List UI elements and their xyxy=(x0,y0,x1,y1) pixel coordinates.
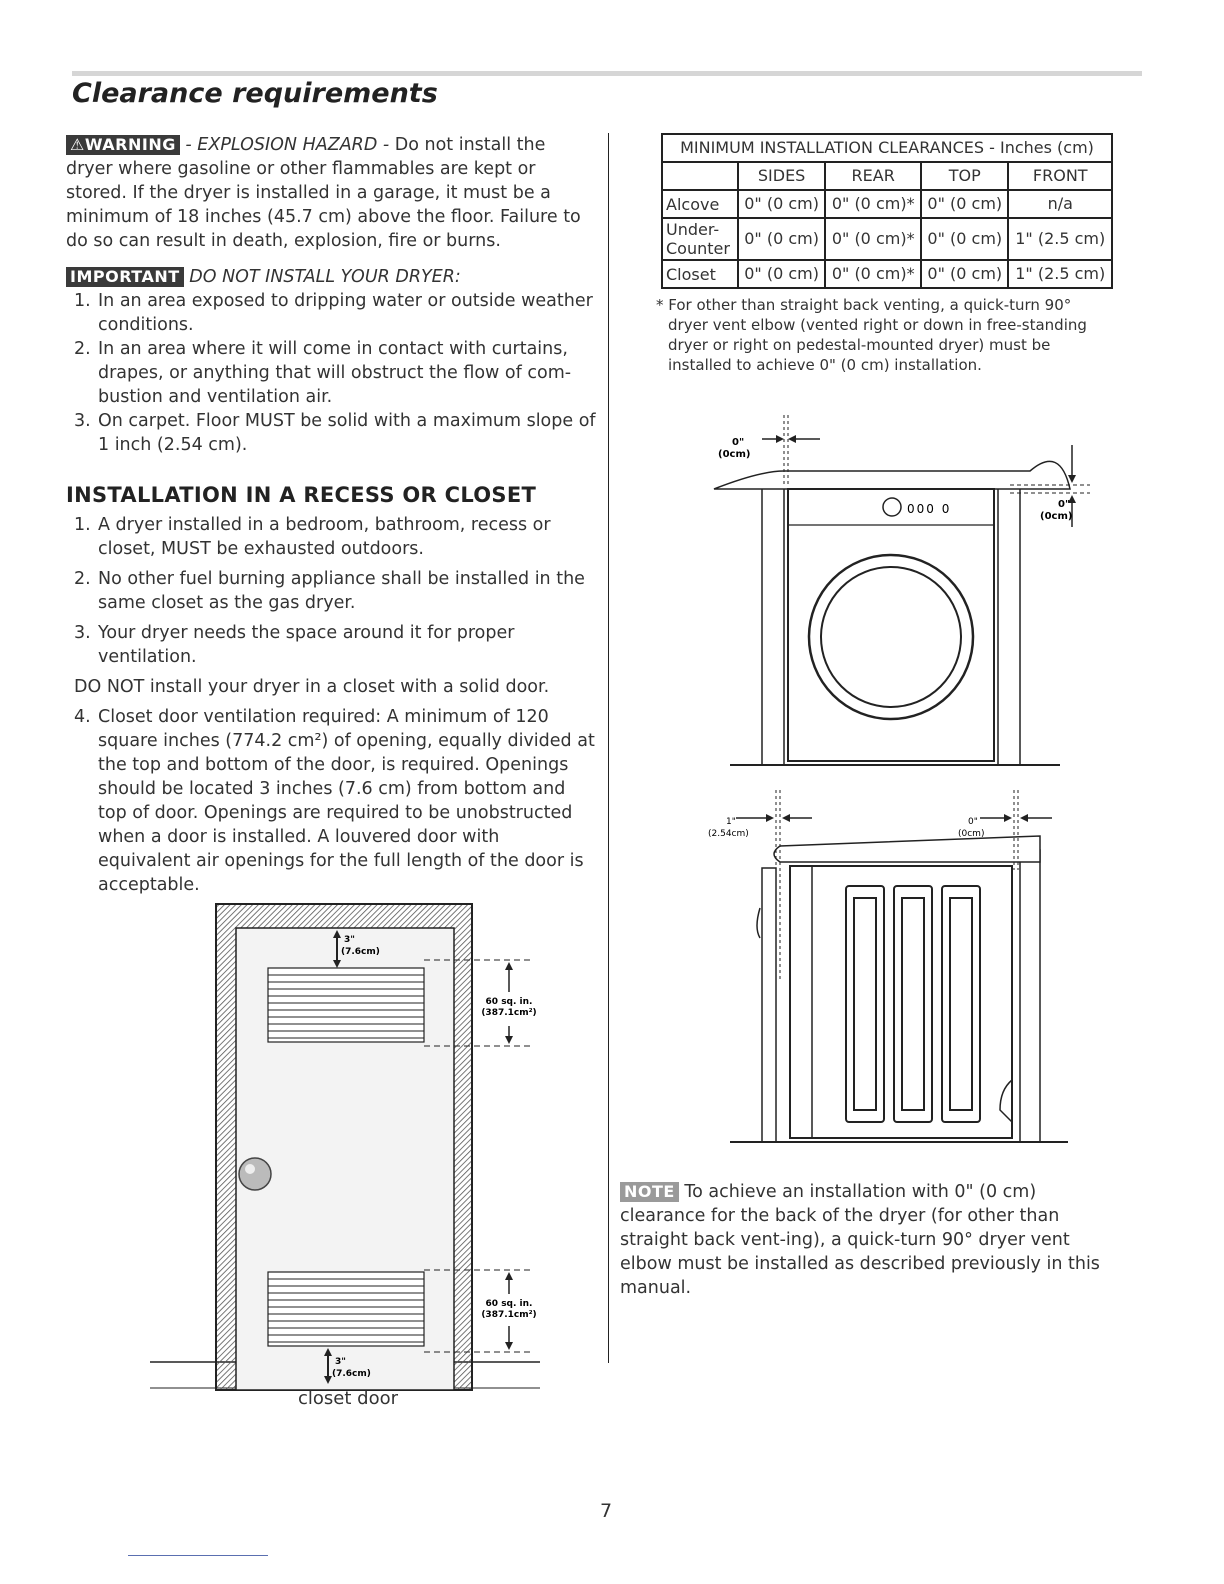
recess-list xyxy=(66,513,596,669)
note-block xyxy=(620,1180,1120,1300)
dryer-side-figure xyxy=(700,790,1120,1155)
svg-text:(0cm): (0cm) xyxy=(718,449,751,460)
svg-text:3": 3" xyxy=(344,935,355,945)
svg-text:(7.6cm): (7.6cm) xyxy=(341,947,380,957)
important-heading-text: DO NOT INSTALL YOUR DRYER: xyxy=(189,267,461,287)
svg-text:(0cm): (0cm) xyxy=(958,829,985,839)
bottom-louver xyxy=(268,1272,424,1346)
list-item: 3. On carpet. Floor MUST be solid with a maximum slope of 1 inch (2.54 cm). xyxy=(74,411,596,455)
table-row: Under- Counter 0" (0 cm) 0" (0 cm)* 0" (0 cm) 1" (2.5 cm) xyxy=(662,218,1112,260)
table-row: Closet 0" (0 cm) 0" (0 cm)* 0" (0 cm) 1" (2.5 cm) xyxy=(662,260,1112,288)
left-column xyxy=(66,133,596,897)
important-list xyxy=(66,289,596,457)
dryer-door-glass xyxy=(821,567,961,707)
svg-text:(387.1cm²): (387.1cm²) xyxy=(481,1008,537,1018)
col-header: SIDES xyxy=(738,162,825,190)
svg-text:3": 3" xyxy=(335,1357,346,1367)
right-wall xyxy=(998,483,1020,765)
warning-block xyxy=(66,133,596,253)
recess-list-4 xyxy=(66,705,596,897)
col-header: FRONT xyxy=(1008,162,1112,190)
front-wall xyxy=(762,868,776,1142)
countertop xyxy=(774,836,1040,862)
list-item: 3. Your dryer needs the space around it for proper ventilation. xyxy=(74,623,515,667)
list-item: 4. Closet door ventilation required: A minimum of 120 square inches (774.2 cm²) of opening, equally divided at the top and bottom of the door, is required. Openings should be located 3 inches (7.6 cm) from bottom and top of door. Openings are required to be unobstructed when a door is installed. A louvered door with equivalent air openings for the full length of the door is acceptable. xyxy=(74,707,595,895)
col-header: REAR xyxy=(825,162,921,190)
column-divider xyxy=(608,133,609,1363)
svg-text:0": 0" xyxy=(968,817,978,827)
svg-text:60 sq. in.: 60 sq. in. xyxy=(485,1299,533,1309)
left-wall xyxy=(762,483,784,765)
svg-text:60 sq. in.: 60 sq. in. xyxy=(485,997,533,1007)
top-louver xyxy=(268,968,424,1042)
dryer-front-figure xyxy=(700,405,1120,775)
table-row: Alcove 0" (0 cm) 0" (0 cm)* 0" (0 cm) n/a xyxy=(662,190,1112,218)
solid-door-paragraph: DO NOT install your dryer in a closet with a solid door. xyxy=(74,677,550,697)
countertop xyxy=(714,461,1070,489)
header-rule xyxy=(72,71,1142,76)
warning-text: Do not install the dryer where gasoline or other flammables are kept or stored. If the dryer is installed in a garage, it must be a minimum of 18 inches (45.7 cm) above the floor. Failure to do so can result in death, explosion, fire or burns. xyxy=(66,135,581,251)
list-item: 2. In an area where it will come in contact with curtains, drapes, or anything that will obstruct the flow of com-bustion and ventilation air. xyxy=(74,339,572,407)
svg-text:(0cm): (0cm) xyxy=(1040,511,1073,522)
door-caption: closet door xyxy=(298,1388,398,1409)
table-footnote: * For other than straight back venting, a quick-turn 90° dryer vent elbow (vented right or down in free-standing dryer or right on pedestal-mounted dryer) must be installed to achieve 0" (0 cm) installation. xyxy=(656,296,1087,374)
side-gap-dimension xyxy=(718,435,820,460)
svg-text:(2.54cm): (2.54cm) xyxy=(708,829,749,839)
svg-text:0": 0" xyxy=(1058,499,1071,510)
important-badge: IMPORTANT xyxy=(66,267,184,287)
right-column xyxy=(620,133,1120,375)
col-header: TOP xyxy=(921,162,1008,190)
list-item: 2. No other fuel burning appliance shall be installed in the same closet as the gas dryer. xyxy=(74,569,585,613)
svg-text:1": 1" xyxy=(726,817,736,827)
svg-text:0": 0" xyxy=(732,437,745,448)
list-item: 1. A dryer installed in a bedroom, bathroom, recess or closet, MUST be exhausted outdoors. xyxy=(74,515,551,559)
note-badge: NOTE xyxy=(620,1182,679,1202)
warning-lead: - EXPLOSION HAZARD - xyxy=(185,135,390,155)
rear-gap-dimension xyxy=(958,814,1052,839)
closet-door-figure xyxy=(140,898,550,1398)
svg-text:(7.6cm): (7.6cm) xyxy=(332,1369,371,1379)
list-item: 1. In an area exposed to dripping water or outside weather conditions. xyxy=(74,291,593,335)
warning-badge: ⚠WARNING xyxy=(66,135,180,155)
clearance-table xyxy=(661,133,1113,289)
svg-text:(387.1cm²): (387.1cm²) xyxy=(481,1310,537,1320)
important-heading xyxy=(66,265,596,289)
footer-rule xyxy=(128,1555,268,1556)
recess-heading: INSTALLATION IN A RECESS OR CLOSET xyxy=(66,483,537,507)
table-title: MINIMUM INSTALLATION CLEARANCES - Inches (cm) xyxy=(662,134,1112,162)
front-gap-dimension xyxy=(708,814,812,839)
warning-triangle-icon: ⚠ xyxy=(70,135,85,154)
door-knob-icon xyxy=(239,1158,271,1190)
note-text: To achieve an installation with 0" (0 cm) clearance for the back of the dryer (for other than straight back vent-ing), a quick-turn 90° dryer vent elbow must be installed as described previously in this manual. xyxy=(620,1182,1100,1298)
table-header-row xyxy=(662,162,1112,190)
page-number: 7 xyxy=(600,1500,613,1522)
display-readout: 000 0 xyxy=(907,502,952,516)
rear-wall xyxy=(1020,850,1040,1142)
page-title: Clearance requirements xyxy=(72,78,438,109)
